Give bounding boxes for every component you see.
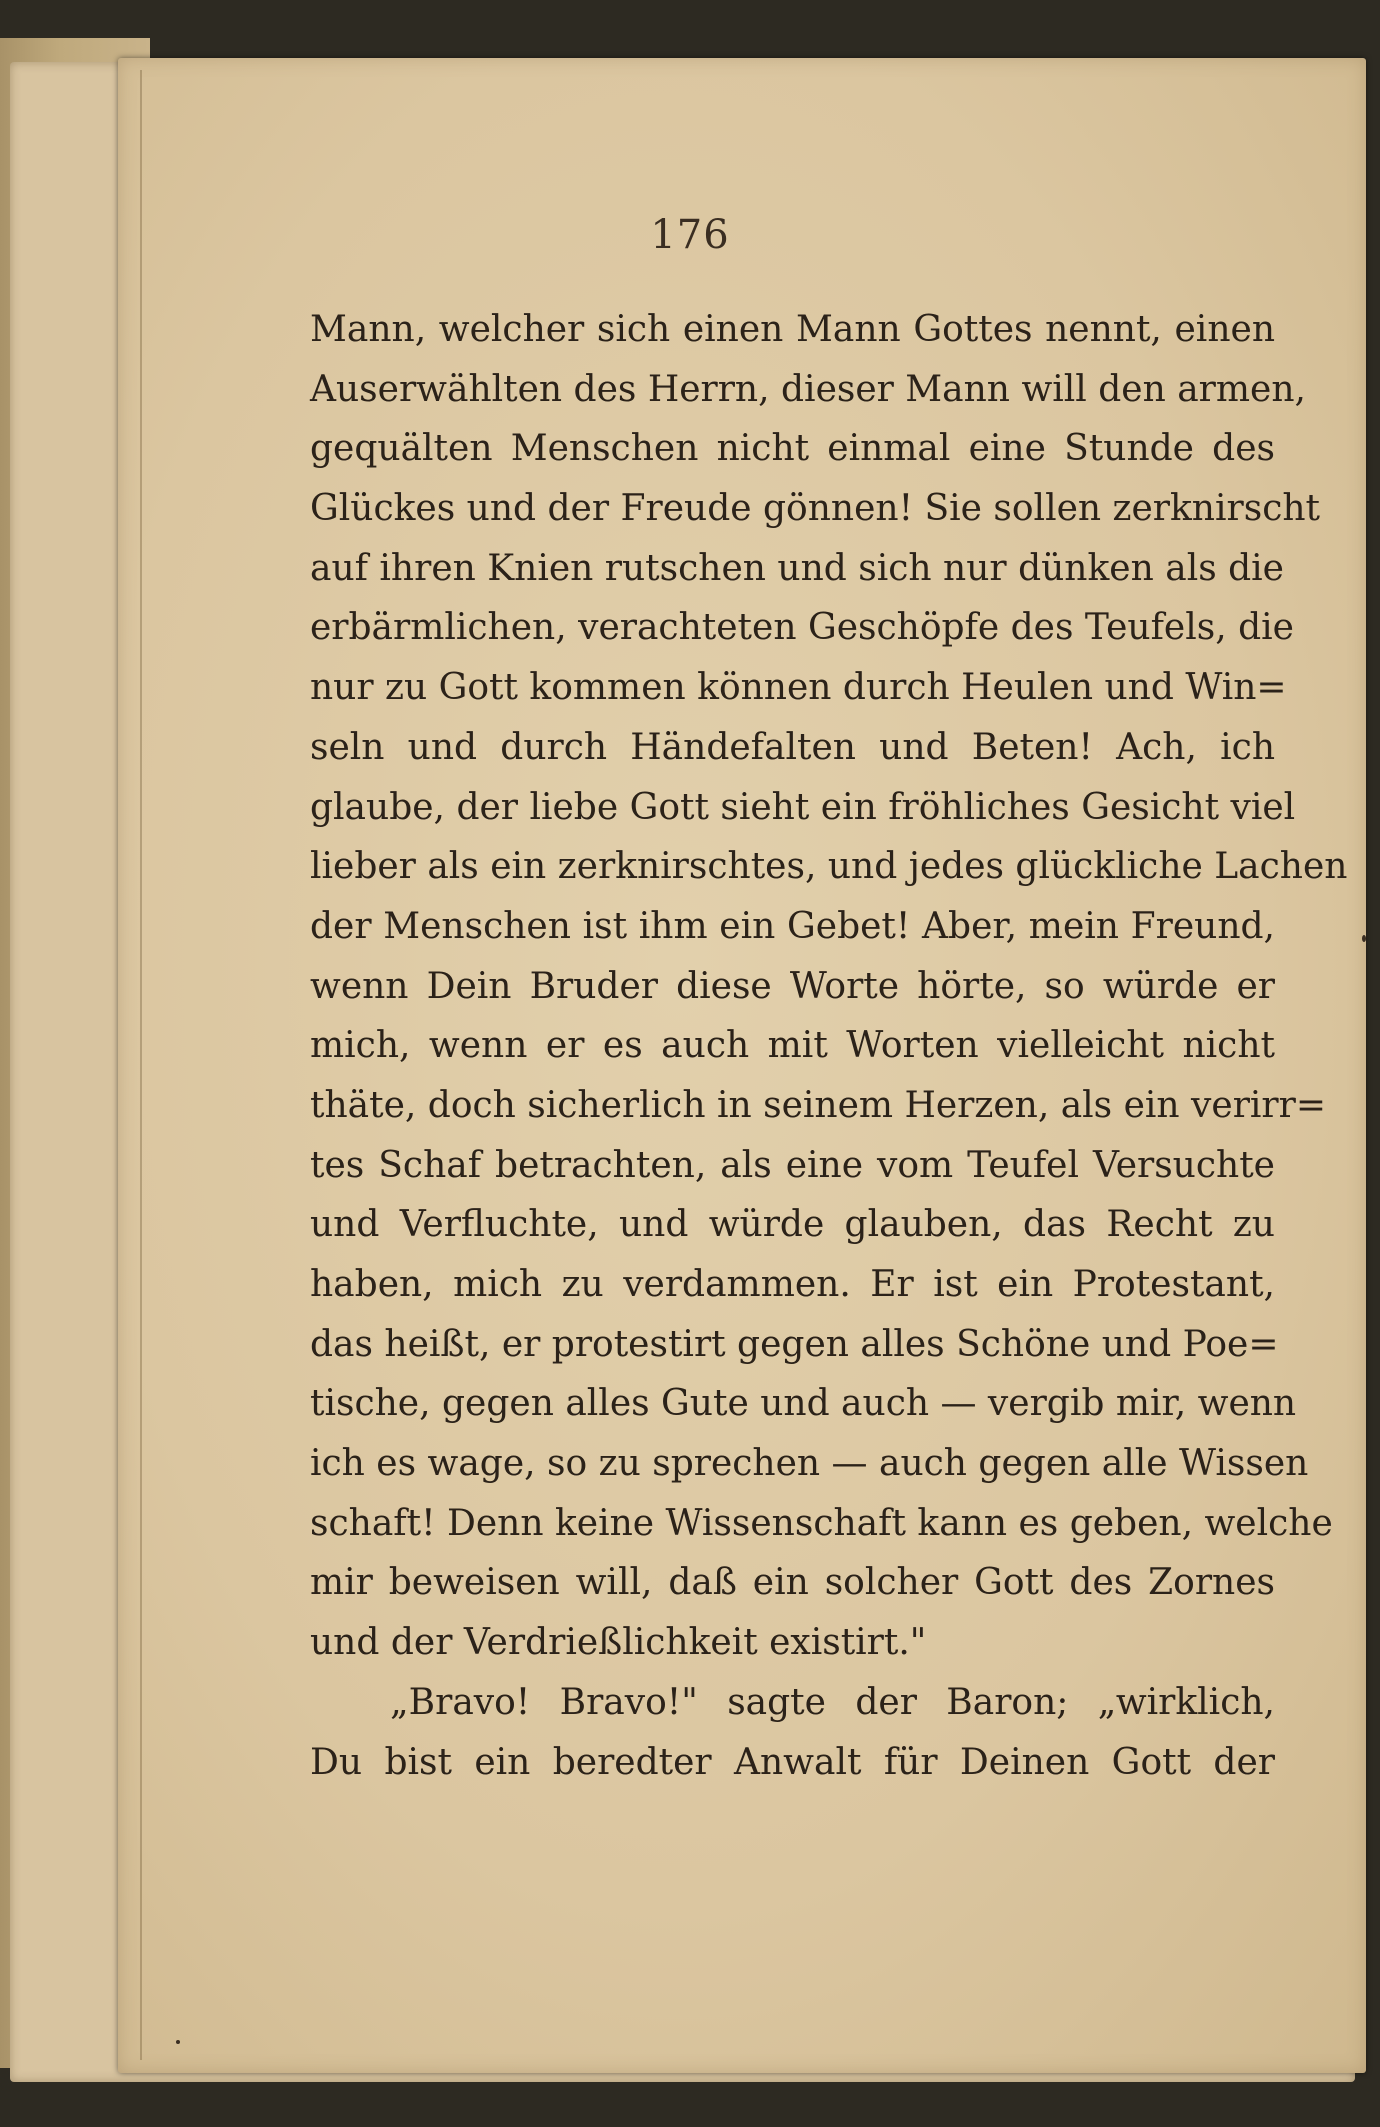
text-line: gequälten Menschen nicht einmal eine Stunde des — [310, 428, 1275, 470]
text-line: auf ihren Knien rutschen und sich nur dünken als die — [310, 547, 1284, 589]
page-fold — [140, 70, 142, 2060]
text-line: „Bravo! Bravo!" sagte der Baron; „wirklich, — [390, 1681, 1275, 1723]
text-line: thäte, doch sicherlich in seinem Herzen, als ein verirr= — [310, 1084, 1326, 1126]
text-line: tes Schaf betrachten, als eine vom Teufel Versuchte — [310, 1144, 1275, 1186]
text-line: nur zu Gott kommen können durch Heulen und Win= — [310, 667, 1287, 709]
page-text — [310, 300, 1348, 1792]
text-line: schaft! Denn keine Wissenschaft kann es geben, welche — [310, 1502, 1333, 1544]
page-number: 176 — [650, 212, 730, 258]
text-line: Glückes und der Freude gönnen! Sie sollen zerknirscht — [310, 488, 1321, 530]
text-line: Mann, welcher sich einen Mann Gottes nennt, einen — [310, 309, 1275, 350]
text-line: und Verfluchte, und würde glauben, das Recht zu — [310, 1204, 1275, 1246]
text-line: seln und durch Händefalten und Beten! Ach, ich — [310, 726, 1275, 768]
text-line: glaube, der liebe Gott sieht ein fröhliches Gesicht viel — [310, 786, 1296, 828]
text-line: mir beweisen will, daß ein solcher Gott des Zornes — [310, 1562, 1275, 1604]
text-line: tische, gegen alles Gute und auch — vergib mir, wenn — [310, 1383, 1297, 1425]
text-line: das heißt, er protestirt gegen alles Schöne und Poe= — [310, 1323, 1279, 1365]
text-line: ich es wage, so zu sprechen — auch gegen alle Wissen — [310, 1443, 1309, 1485]
text-line: lieber als ein zerknirschtes, und jedes glückliche Lachen — [310, 846, 1348, 888]
paper-speck — [176, 2040, 180, 2044]
text-line: Du bist ein beredter Anwalt für Deinen Gott der — [310, 1741, 1275, 1783]
text-line: wenn Dein Bruder diese Worte hörte, so würde er — [310, 965, 1275, 1007]
text-line: erbärmlichen, verachteten Geschöpfe des Teufels, die — [310, 607, 1294, 649]
text-line: mich, wenn er es auch mit Worten vielleicht nicht — [310, 1025, 1275, 1067]
text-line: Auserwählten des Herrn, dieser Mann will den armen, — [310, 368, 1306, 410]
paper-speck — [1362, 935, 1366, 942]
text-line: der Menschen ist ihm ein Gebet! Aber, mein Freund, — [310, 905, 1275, 947]
text-line: und der Verdrießlichkeit existirt." — [310, 1622, 927, 1664]
text-line: haben, mich zu verdammen. Er ist ein Protestant, — [310, 1264, 1275, 1305]
